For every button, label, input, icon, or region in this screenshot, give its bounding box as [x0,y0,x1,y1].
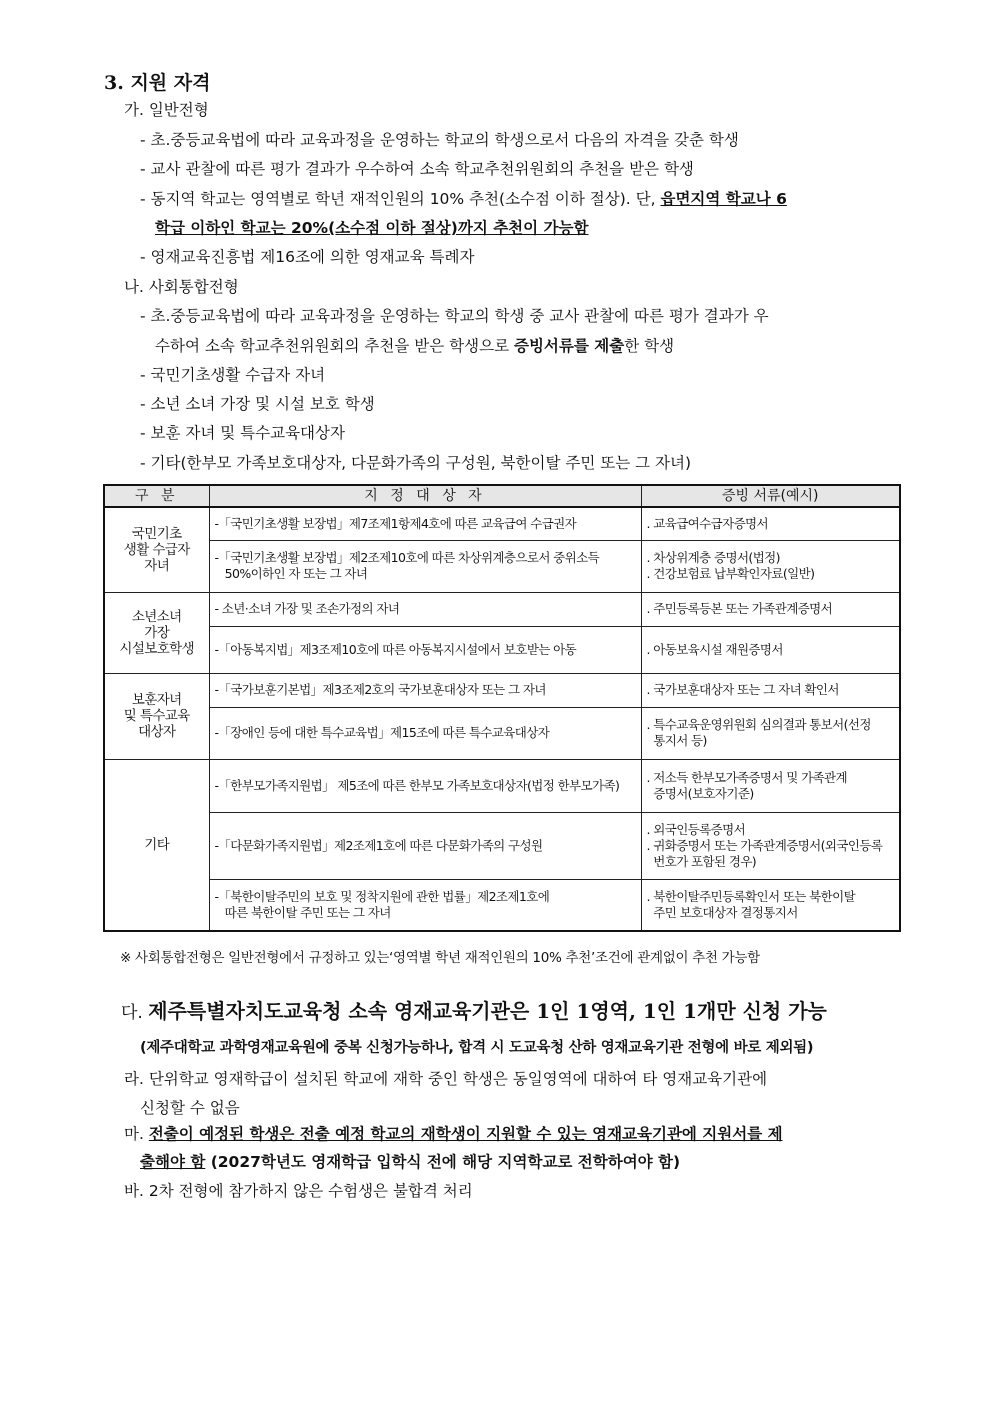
item-da-paren: (제주대학교 과학영재교육원에 중복 신청가능하나, 합격 시 도교육청 산하 영재교육기관 전형에 바로 제외됨) [140,1040,814,1056]
docs-cell: . 북한이탈주민등록확인서 또는 북한이탈 주민 보호대상자 결정통지서 [641,879,900,931]
item-ba: 바. 2차 전형에 참가하지 않은 수험생은 불합격 처리 [124,1182,473,1200]
target-cell: -「국가보훈기본법」제3조제2호의 국가보훈대상자 또는 그 자녀 [209,673,641,707]
category-cell: 보훈자녀 및 특수교육 대상자 [104,673,209,759]
table-row [104,707,900,759]
docs-cell: . 외국인등록증명서 . 귀화증명서 또는 가족관계증명서(외국인등록 번호가 포함된 경우) [641,812,900,879]
header-docs: 증빙 서류(예시) [641,485,900,507]
target-cell: -「국민기초생활 보장법」제7조제1항제4호에 따른 교육급여 수급권자 [209,507,641,540]
category-cell: 기타 [104,759,209,931]
social-item-3: - 소년 소녀 가장 및 시설 보호 학생 [140,395,375,413]
item-ma-text: 전출이 예정된 학생은 전출 예정 학교의 재학생이 지원할 수 있는 영재교육기관에 지원서를 제 [148,1125,783,1143]
general-item-3 [140,188,787,210]
target-cell: -「아동복지법」제3조제10호에 따른 아동복지시설에서 보호받는 아동 [209,626,641,673]
header-target: 지 정 대 상 자 [209,485,641,507]
social-item-4: - 보훈 자녀 및 특수교육대상자 [140,424,345,442]
target-cell: -「다문화가족지원법」제2조제1호에 따른 다문화가족의 구성원 [209,812,641,879]
table-row [104,626,900,673]
item-ra-line1: 라. 단위학교 영재학급이 설치된 학교에 재학 중인 학생은 동일영역에 대하여 타 영재교육기관에 [124,1070,768,1088]
docs-cell: . 교육급여수급자증명서 [641,507,900,540]
table-row [104,812,900,879]
general-label: 가. 일반전형 [124,101,209,119]
general-item-3-a: - 동지역 학교는 영역별로 학년 재적인원의 10% 추천(소수점 이하 절상). 단, [140,190,661,208]
item-da [121,995,827,1024]
item-ma-line2-u: 출해야 함 [140,1153,206,1171]
item-ma-line1 [124,1123,783,1145]
item-ma-label: 마. [124,1125,149,1143]
docs-cell: . 차상위계층 증명서(법정) . 건강보험료 납부확인자료(일반) [641,540,900,592]
category-cell: 국민기초 생활 수급자 자녀 [104,507,209,592]
item-da-label: 다. [121,1003,149,1023]
eligibility-table [103,484,901,932]
item-ra-line2: 신청할 수 없음 [140,1099,240,1117]
general-item-4: - 영재교육진흥법 제16조에 의한 영재교육 특례자 [140,248,475,266]
item-ma-line2-rest: (2027학년도 영재학급 입학식 전에 해당 지역학교로 전학하여야 함) [205,1153,681,1171]
table-row [104,592,900,626]
social-item-1-b [155,335,674,357]
target-cell: -「국민기초생활 보장법」제2조제10호에 따른 차상위계층으로서 중위소득 50%이하인 자 또는 그 자녀 [209,540,641,592]
target-cell: - 소년·소녀 가장 및 조손가정의 자녀 [209,592,641,626]
general-item-3-b: 읍면지역 학교나 6 [660,190,787,208]
social-item-2: - 국민기초생활 수급자 자녀 [140,366,326,384]
table-note: ※ 사회통합전형은 일반전형에서 규정하고 있는‘영역별 학년 재적인원의 10% 추천’조건에 관계없이 추천 가능함 [120,950,760,966]
header-category: 구 분 [104,485,209,507]
table-row [104,879,900,931]
social-item-5: - 기타(한부모 가족보호대상자, 다문화가족의 구성원, 북한이탈 주민 또는 그 자녀) [140,454,692,472]
social-item-1-c: 증빙서류를 제출 [513,337,625,355]
category-cell: 소년소녀 가장 시설보호학생 [104,592,209,673]
item-da-text: 제주특별자치도교육청 소속 영재교육기관은 1인 1영역, 1인 1개만 신청 가능 [148,999,827,1023]
social-item-1-a: - 초.중등교육법에 따라 교육과정을 운영하는 학교의 학생 중 교사 관찰에 따른 평가 결과가 우 [140,307,769,325]
section-heading: 3. 지원 자격 [104,72,211,94]
docs-cell: . 특수교육운영위원회 심의결과 통보서(선정 통지서 등) [641,707,900,759]
target-cell: -「북한이탈주민의 보호 및 정착지원에 관한 법률」제2조제1호에 따른 북한이탈 주민 또는 그 자녀 [209,879,641,931]
table-row [104,759,900,812]
docs-cell: . 저소득 한부모가족증명서 및 가족관계 증명서(보호자기준) [641,759,900,812]
general-item-2: - 교사 관찰에 따른 평가 결과가 우수하여 소속 학교추천위원회의 추천을 받은 학생 [140,160,694,178]
general-item-1: - 초.중등교육법에 따라 교육과정을 운영하는 학교의 학생으로서 다음의 자격을 갖춘 학생 [140,131,739,149]
target-cell: -「장애인 등에 대한 특수교육법」제15조에 따른 특수교육대상자 [209,707,641,759]
table-row [104,507,900,540]
social-item-1-d: 한 학생 [624,337,675,355]
table-row [104,673,900,707]
general-item-3-c: 학급 이하인 학교는 20%(소수점 이하 절상)까지 추천이 가능함 [155,219,589,237]
table-header-row [104,485,900,507]
target-cell: -「한부모가족지원법」 제5조에 따른 한부모 가족보호대상자(법정 한부모가족) [209,759,641,812]
item-ma-line2 [140,1151,680,1173]
docs-cell: . 주민등록등본 또는 가족관계증명서 [641,592,900,626]
social-label: 나. 사회통합전형 [124,278,239,296]
docs-cell: . 국가보훈대상자 또는 그 자녀 확인서 [641,673,900,707]
table-row [104,540,900,592]
social-item-1-b-text: 수하여 소속 학교추천위원회의 추천을 받은 학생으로 [155,337,514,355]
docs-cell: . 아동보육시설 재원증명서 [641,626,900,673]
